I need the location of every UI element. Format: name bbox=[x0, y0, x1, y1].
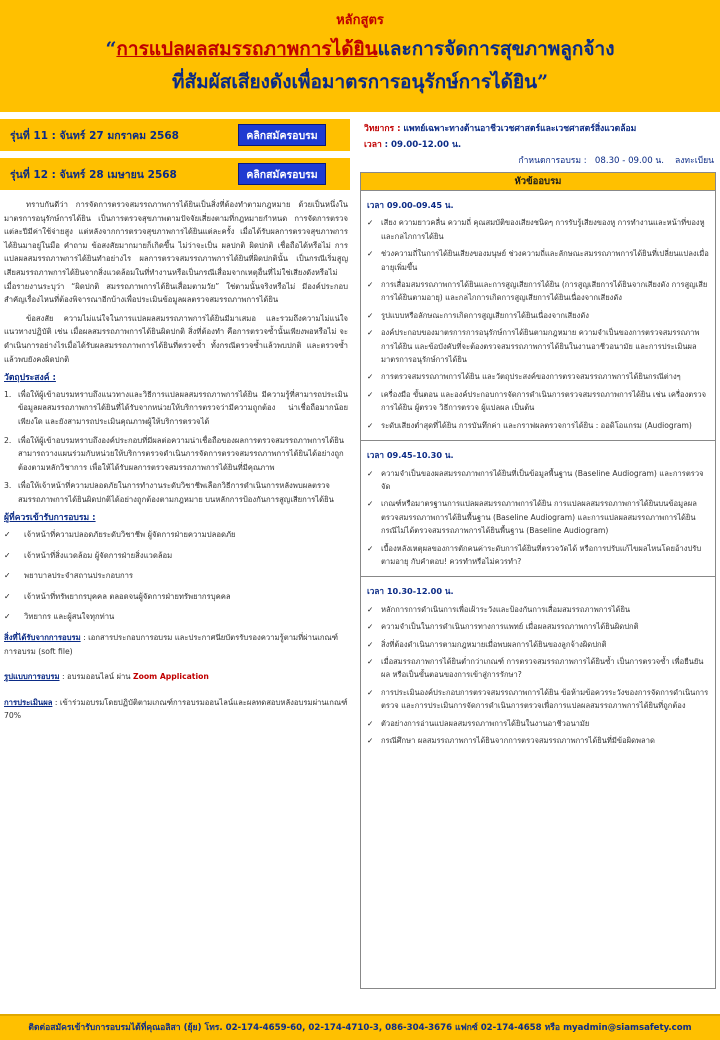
speaker-row bbox=[364, 121, 714, 137]
list-item: ✓ เครื่องมือ ขั้นตอน และองค์ประกอบการจัดการดำเนินการตรวจสมรรถภาพการได้ยิน เช่น เครื่องตรวจการได้ยิน ผู้ตรวจ วิธีการตรวจ ผู้แปลผล เป็นต้น bbox=[367, 388, 709, 415]
evaluation-label: การประเมินผล bbox=[4, 697, 53, 707]
format-text: : อบรมออนไลน์ ผ่าน bbox=[61, 672, 131, 682]
check-icon: ✓ bbox=[367, 543, 374, 553]
list-item: ✓ การตรวจสมรรถภาพการได้ยิน และวัตถุประสงค์ของการตรวจสมรรถภาพการได้ยินกรณีต่างๆ bbox=[367, 370, 709, 383]
speaker-info bbox=[364, 121, 714, 169]
contact-footer[interactable]: ติดต่อสมัครเข้ารับการอบรมได้ที่คุณอลิสา (ยุ้ย) โทร. 02-174-4659-60, 02-174-4710-3, 086-304-3676 แฟกซ์ 02-174-4658 หรือ myadmin@siamsafety.com bbox=[0, 1014, 720, 1040]
evaluation-text: : เข้าร่วมอบรมโดยปฏิบัติตามเกณฑ์การอบรมออนไลน์และผลทดสอบหลังอบรมผ่านเกณฑ์ 70% bbox=[4, 697, 348, 721]
list-item: ✓ วิทยากร และผู้สนใจทุกท่าน bbox=[4, 610, 348, 624]
list-item: ✓ ตัวอย่างการอ่านแปลผลสมรรถภาพการได้ยินในงานอาชีวอนามัย bbox=[367, 717, 709, 730]
check-icon: ✓ bbox=[367, 310, 374, 320]
check-icon: ✓ bbox=[367, 249, 374, 259]
speaker-label: วิทยากร : bbox=[364, 124, 401, 134]
list-item: 2. เพื่อให้ผู้เข้าอบรมทราบถึงองค์ประกอบที่มีผลต่อความน่าเชื่อถือของผลการตรวจสมรรถภาพการได้ยิน สามารถวางแผนร่วมกับหน่วยให้บริการตรวจดำเนินการจัดการตรวจสมรรถภาพการได้ยินได้อย่างถูกต้องตามหลักวิชาการ เพื่อให้ได้รับผลการตรวจสมรรถภาพการได้ยินที่มีคุณภาพ bbox=[4, 435, 344, 472]
list-item: ✓ หลักการการดำเนินการเพื่อเฝ้าระวังและป้องกันการเสื่อมสมรรถภาพการได้ยิน bbox=[367, 603, 709, 616]
intro-paragraph: ทราบกันดีว่า การจัดการตรวจสมรรถภาพการได้ยินเป็นสิ่งที่ต้องทำตามกฎหมาย ด้วยเป็นหนึ่งในมาตรการอนุรักษ์การได้ยิน เป็นการตรวจสุขภาพตามปัจจัยเสี่ยงตามที่กฎหมายกำหนด การจัดการตรวจแต่ละปีมีค่าใช้จ่ายสูง แต่หลังจากการตรวจสุขภาพการได้ยินแต่ละครั้ง เมื่อได้รับผลการตรวจสุขภาพการได้ยินมาอยู่ในมือ คำถาม ข้อสงสัยมากมายก็เกิดขึ้น ไม่ว่าจะเป็น ผลปกติ ผิดปกติ เชื่อถือได้หรือไม่ การแปลผลสมรรถภาพการได้ยินทำอย่างไร ผลการตรวจสมรรถภาพการได้ยินที่ผิดปกตินั้น เป็นกรณีเริ่มสูญเสียสมรรถภาพการได้ยินจากสิ่งแวดล้อมในที่ทำงานหรือเป็นกรณีเสื่อมจากเหตุอื่นที่ไม่ใช่เสียงดังหรือไม่ เมื่อรายงานระบุว่า “ผิดปกติ สมรรถภาพการได้ยินเสื่อมตามวัย” ใช่ตามนั้นจริงหรือไม่ มีองค์ประกอบสำคัญเรื่องไหนที่ต้องพิจารณาอีกบ้างเพื่อประเมินข้อมูลผลตรวจสมรรถภาพการได้ยิน bbox=[4, 200, 348, 305]
list-item: ✓ องค์ประกอบของมาตรการการอนุรักษ์การได้ยินตามกฎหมาย ความจำเป็นของการตรวจสมรรถภาพการได้ยิน และข้อบังคับที่จะต้องตรวจสมรรถภาพการได้ยินในงานอาชีวอนามัย และการประเมินผลมาตรการอนุรักษ์การได้ยิน bbox=[367, 326, 709, 366]
check-icon: ✓ bbox=[367, 687, 374, 697]
course-pre-title: หลักสูตร bbox=[336, 13, 384, 28]
course-title-line1 bbox=[0, 34, 720, 64]
title-open-quote: “ bbox=[105, 38, 117, 60]
list-item: ✓ สิ่งที่ต้องดำเนินการตามกฎหมายเมื่อพบผลการได้ยินของลูกจ้างผิดปกติ bbox=[367, 638, 709, 651]
header-banner bbox=[0, 0, 720, 112]
list-item: ✓ เบื้องหลังเหตุผลของการตักคนค่าระดับการได้ยินที่ตรวจวัดได้ หรือการปรับแก้ไขผลไหนโดยอ้างปรับตามอายุ กับคำตอบ! ควรทำหรือไม่ควรทำ? bbox=[367, 542, 709, 569]
list-item: ✓ การเสื่อมสมรรถภาพการได้ยินและการสูญเสียการได้ยิน (การสูญเสียการได้ยินจากเสียงดัง การสูญเสียการได้ยินตามอายุ) และกลไกการเกิดการสูญเสียการได้ยินเนื่องจากเสียงดัง bbox=[367, 278, 709, 305]
format-label: รูปแบบการอบรม bbox=[4, 672, 60, 682]
list-item: ✓ เสียง ความยาวคลื่น ความถี่ คุณสมบัติของเสียงชนิดๆ การรับรู้เสียงของหู การทำงานและหน้าที่ของหู และกลไกการได้ยิน bbox=[367, 216, 709, 243]
check-icon: ✓ bbox=[367, 328, 374, 338]
check-icon: ✓ bbox=[367, 420, 374, 430]
objectives-list bbox=[4, 388, 348, 507]
title-rest: และการจัดการสุขภาพลูกจ้าง bbox=[377, 38, 615, 60]
list-item: ✓ เจ้าหน้าที่สิ่งแวดล้อม ผู้จัดการฝ่ายสิ่งแวดล้อม bbox=[4, 549, 348, 563]
list-item: ✓ ช่วงความถี่ในการได้ยินเสียงของมนุษย์ ช่วงความถี่และลักษณะสมรรถภาพการได้ยินที่เปลี่ยนแปลงเมื่ออายุเพิ่มขึ้น bbox=[367, 247, 709, 274]
check-icon: ✓ bbox=[367, 499, 374, 509]
list-item: ✓ การประเมินองค์ประกอบการตรวจสมรรถภาพการได้ยิน ข้อห้ามข้อควรระวังของการจัดการดำเนินการตรวจ และการประเมินการจัดการดำเนินการตรวจเพื่อการแปลผลสมรรถภาพการได้ยินที่ถูกต้อง bbox=[367, 686, 709, 713]
list-item: ✓ ความจำเป็นในการดำเนินการทางการแพทย์ เมื่อผลสมรรถภาพการได้ยินผิดปกติ bbox=[367, 620, 709, 633]
topic-block-1 bbox=[361, 191, 715, 441]
registration-text: ลงทะเบียน bbox=[674, 156, 714, 166]
check-icon: ✓ bbox=[367, 718, 374, 728]
check-icon: ✓ bbox=[367, 468, 374, 478]
topic-time: เวลา 09.00-09.45 น. bbox=[367, 200, 454, 210]
list-item: ✓ ความจำเป็นของผลสมรรถภาพการได้ยินที่เป็นข้อมูลพื้นฐาน (Baseline Audiogram) และการตรวจจัด bbox=[367, 467, 709, 494]
list-item: ✓ เกณฑ์หรือมาตรฐานการแปลผลสมรรถภาพการได้ยิน การแปลผลสมรรถภาพการได้ยินบนข้อมูลผลตรวจสมรรถภาพการได้ยินพื้นฐาน (Baseline Audiogram) และการแปลผลสมรรถภาพการได้ยินกรณีไม่ได้ตรวจสมรรถภาพการได้ยินพื้นฐาน (Baseline Audiogram) bbox=[367, 497, 709, 537]
time-value: : 09.00-12.00 น. bbox=[384, 140, 462, 150]
time-label: เวลา bbox=[364, 140, 382, 150]
session-row-11 bbox=[0, 119, 350, 151]
intro-paragraph: ข้อสงสัย ความไม่แน่ใจในการแปลผลสมรรถภาพการได้ยินมีมาเสมอ และรวมถึงความไม่แน่ใจแนวทางปฏิบัติ เช่น เมื่อผลสมรรถภาพการได้ยินผิดปกติ สิ่งที่ต้องทำ คือการตรวจซ้ำนั้นเพียงพอหรือไม่ จะดำเนินการอย่างไรเมื่อได้รับผลสมรรถภาพการได้ยินที่ตรวจซ้ำ ทั้งกรณีตรวจซ้ำแล้วพบปกติ และตรวจซ้ำแล้วพบยังคงผิดปกติ bbox=[4, 313, 348, 364]
registration-label: กำหนดการอบรม : bbox=[518, 156, 587, 166]
topic-block-3 bbox=[361, 577, 715, 755]
list-item: 3. เพื่อให้เจ้าหน้าที่ความปลอดภัยในการทำงานระดับวิชาชีพเลือกวิธีการดำเนินการหลังพบผลตรวจสมรรถภาพการได้ยินผิดปกติได้อย่างถูกต้องตามกฎหมาย บนหลักการป้องกันการสูญเสียการได้ยิน bbox=[4, 481, 334, 504]
check-icon: ✓ bbox=[367, 218, 374, 228]
session-label: รุ่นที่ 12 : จันทร์ 28 เมษายน 2568 bbox=[10, 168, 177, 181]
registration-row bbox=[364, 153, 714, 169]
topic-list bbox=[367, 467, 709, 569]
check-icon: ✓ bbox=[367, 280, 374, 290]
topic-time: เวลา 10.30-12.00 น. bbox=[367, 586, 454, 597]
topic-block-2 bbox=[361, 441, 715, 577]
register-button[interactable]: คลิกสมัครอบรม bbox=[238, 124, 326, 146]
session-row-12 bbox=[0, 158, 350, 190]
time-row bbox=[364, 137, 714, 153]
objectives-title: วัตถุประสงค์ : bbox=[4, 373, 56, 384]
topic-list bbox=[367, 216, 709, 432]
register-button[interactable]: คลิกสมัครอบรม bbox=[238, 163, 326, 185]
list-item: ✓ กรณีศึกษา ผลสมรรถภาพการได้ยินจากการตรวจสมรรถภาพการได้ยินที่มีข้อผิดพลาด bbox=[367, 734, 709, 747]
speaker-name: แพทย์เฉพาะทางด้านอาชีวเวชศาสตร์และเวชศาสตร์สิ่งแวดล้อม bbox=[403, 124, 637, 134]
check-icon: ✓ bbox=[367, 639, 374, 649]
left-column bbox=[4, 198, 348, 723]
list-item: ✓ รูปแบบหรือลักษณะการเกิดการสูญเสียการได้ยินเนื่องจากเสียงดัง bbox=[367, 309, 709, 322]
zoom-text: Zoom Application bbox=[133, 672, 209, 682]
check-icon: ✓ bbox=[4, 530, 11, 540]
course-title-line2: ที่สัมผัสเสียงดังเพื่อมาตรการอนุรักษ์การได้ยิน” bbox=[172, 71, 548, 93]
list-item: ✓ เจ้าหน้าที่ความปลอดภัยระดับวิชาชีพ ผู้จัดการฝ่ายความปลอดภัย bbox=[4, 528, 348, 542]
title-highlight: การแปลผลสมรรถภาพการได้ยิน bbox=[116, 38, 378, 60]
topic-time: เวลา 09.45-10.30 น. bbox=[367, 450, 454, 461]
check-icon: ✓ bbox=[4, 550, 11, 560]
check-icon: ✓ bbox=[367, 622, 374, 632]
evaluation-info bbox=[4, 696, 348, 723]
check-icon: ✓ bbox=[367, 372, 374, 382]
list-item: ✓ ระดับเสียงต่ำสุดที่ได้ยิน การบันทึกค่า และกราฟผลตรวจการได้ยิน : ออดิโอแกรม (Audiogram) bbox=[367, 419, 709, 432]
check-icon: ✓ bbox=[4, 612, 11, 622]
list-item: ✓ เมื่อสมรรถภาพการได้ยินต่ำกว่าเกณฑ์ การตรวจสมรรถภาพการได้ยินซ้ำ เป็นการตรวจซ้ำ เพื่อยืนยันผล หรือเป็นขั้นตอนของการเข้าสู่การรักษา? bbox=[367, 655, 709, 682]
session-label: รุ่นที่ 11 : จันทร์ 27 มกราคม 2568 bbox=[10, 129, 179, 142]
check-icon: ✓ bbox=[367, 736, 374, 745]
certificate-label: สิ่งที่ได้รับจากการอบรม bbox=[4, 633, 81, 643]
topics-table bbox=[360, 172, 716, 989]
registration-time: 08.30 - 09.00 น. bbox=[594, 156, 665, 166]
topic-list bbox=[367, 603, 709, 748]
certificate-text: : เอกสารประกอบการอบรม และประกาศนียบัตรรับรองความรู้ตามที่ผ่านเกณฑ์การอบรม (soft file) bbox=[4, 633, 339, 656]
list-item: 1. เพื่อให้ผู้เข้าอบรมทราบถึงแนวทางและวิธีการแปลผลสมรรถภาพการได้ยิน มีความรู้ที่สามารถประเมินข้อมูลผลสมรรถภาพการได้ยินที่ได้รับจากหน่วยให้บริการตรวจว่ามีความถูกต้อง น่าเชื่อถือมากน้อยเพียงใด และยังสามารถประเมินคุณภาพผู้ให้บริการตรวจได้ bbox=[4, 389, 348, 426]
topics-header: หัวข้ออบรม bbox=[361, 173, 715, 191]
certificate-info bbox=[4, 631, 348, 658]
check-icon: ✓ bbox=[367, 656, 374, 666]
check-icon: ✓ bbox=[367, 604, 374, 614]
list-item: ✓ พยาบาลประจำสถานประกอบการ bbox=[4, 569, 348, 583]
list-item: ✓ เจ้าหน้าที่ทรัพยากรบุคคล ตลอดจนผู้จัดการฝ่ายทรัพยากรบุคคล bbox=[4, 590, 348, 604]
check-icon: ✓ bbox=[367, 389, 374, 399]
audience-list bbox=[4, 528, 348, 624]
format-info bbox=[4, 670, 348, 684]
audience-title: ผู้ที่ควรเข้ารับการอบรม : bbox=[4, 513, 96, 524]
check-icon: ✓ bbox=[4, 591, 11, 601]
check-icon: ✓ bbox=[4, 571, 11, 581]
